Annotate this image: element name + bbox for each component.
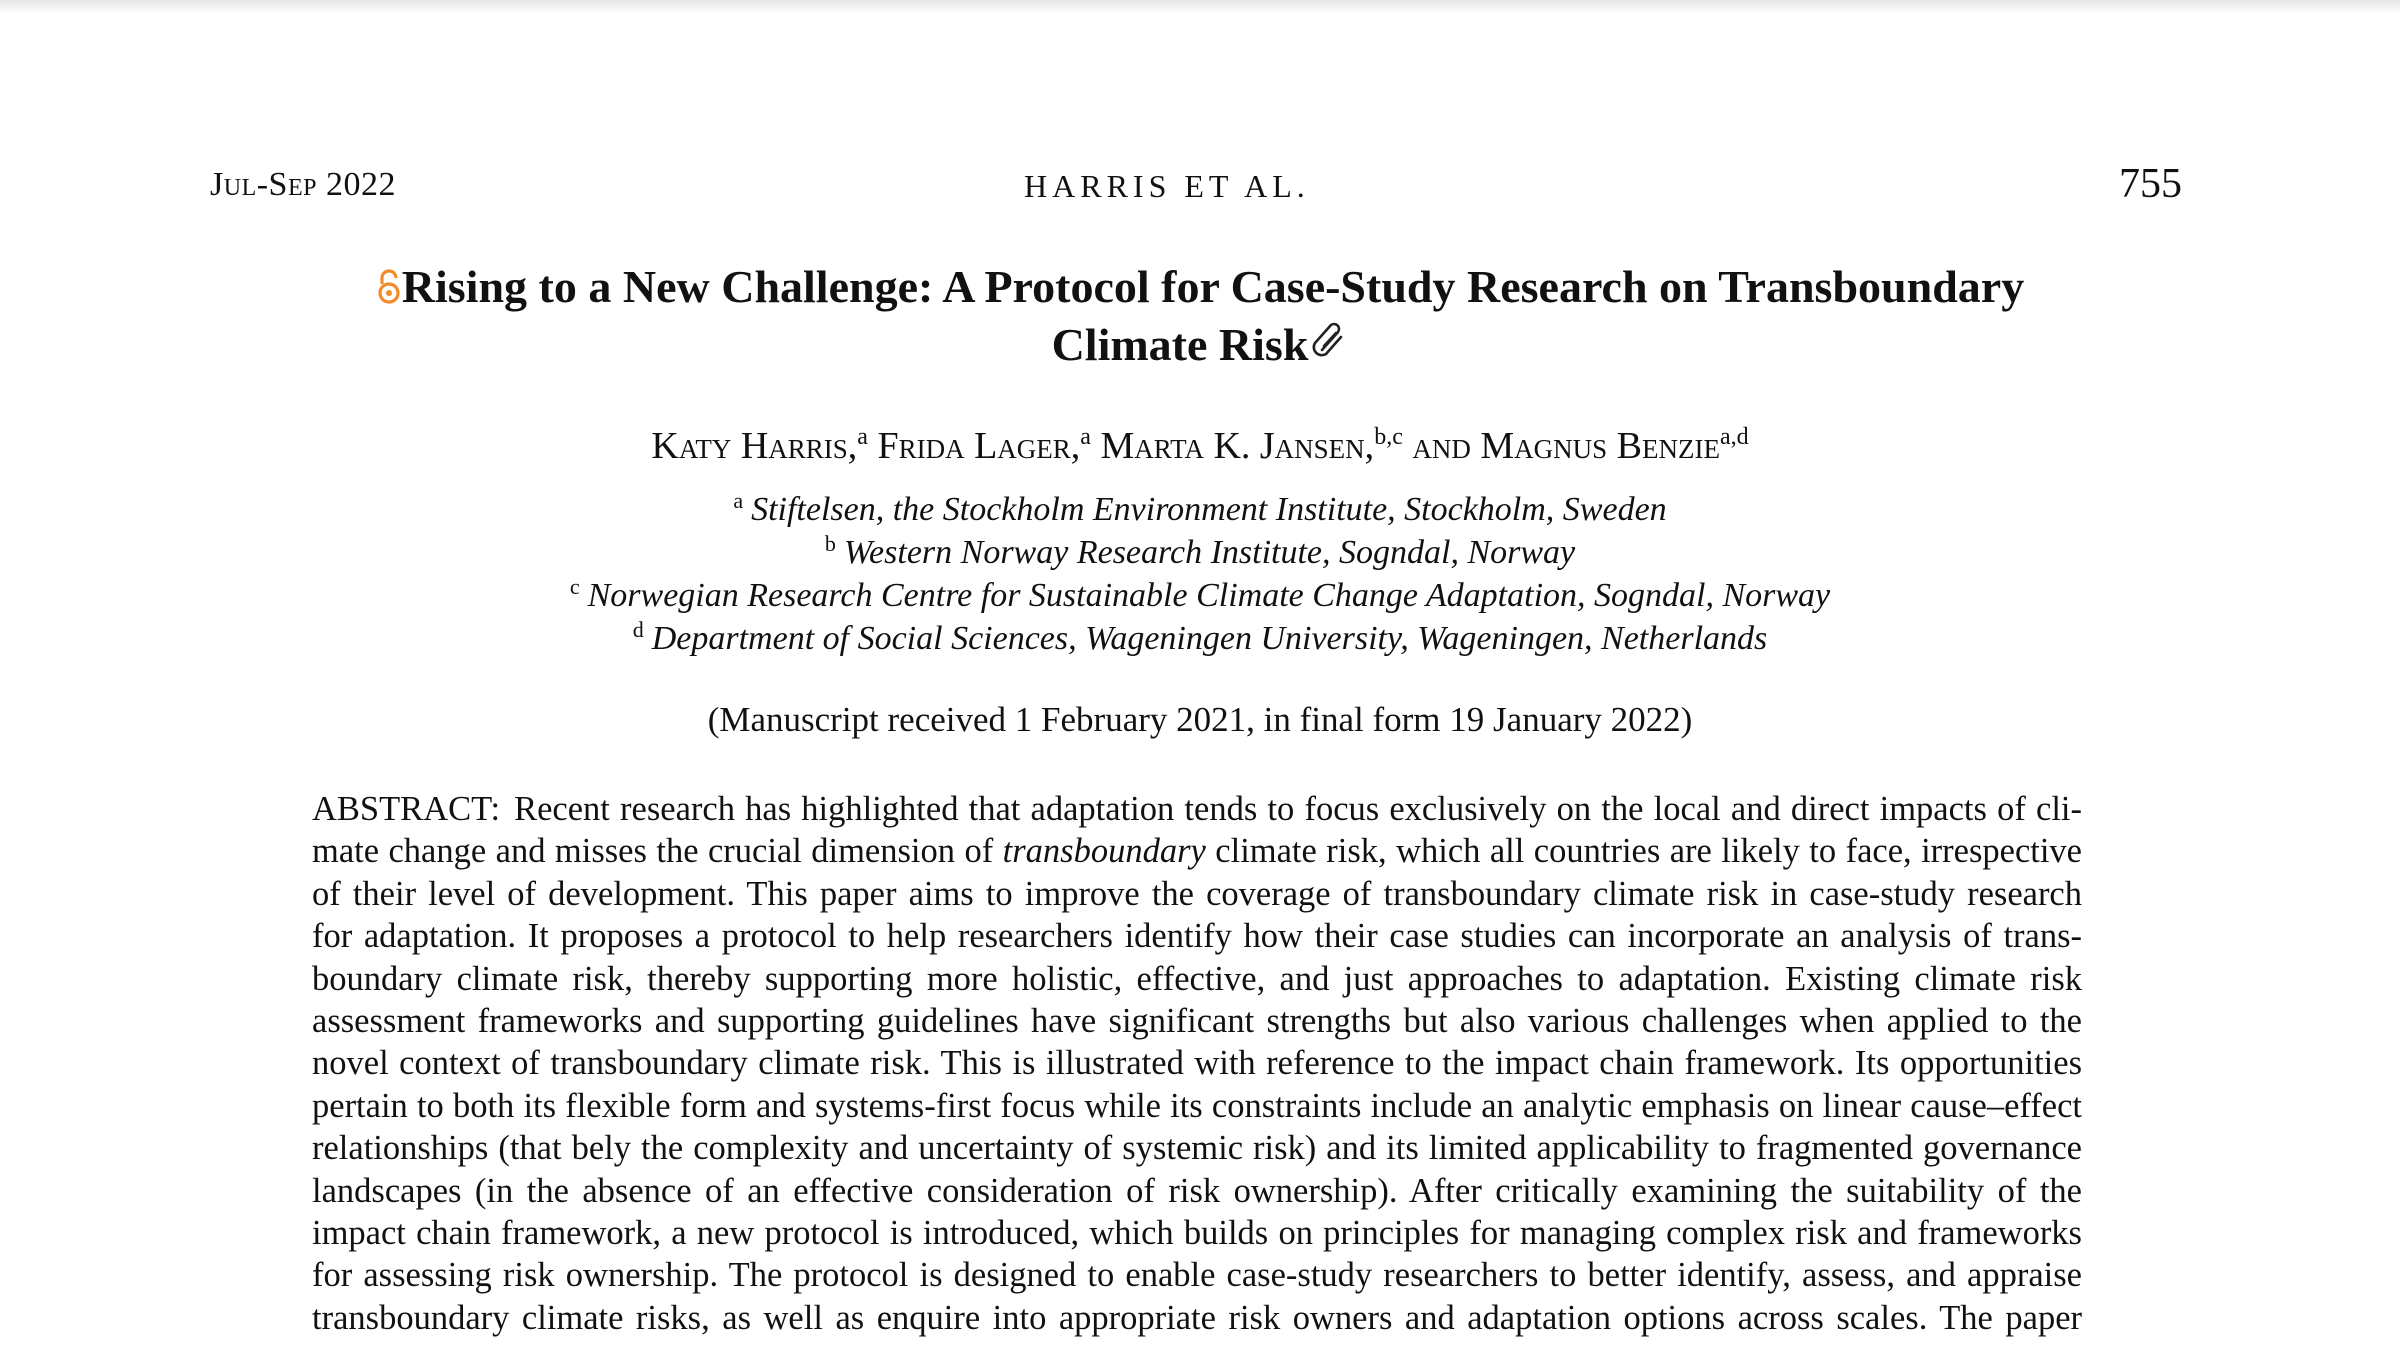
abstract-line: pertain to both its flexible form and systems-first focus while its constraints include an analytic emphasis on linear cause–effect xyxy=(312,1086,2082,1125)
author-affil-marker: a,d xyxy=(1719,424,1749,450)
title-text-line-1: Rising to a New Challenge: A Protocol for Case-Study Research on Transboundary xyxy=(401,261,2025,312)
abstract-line: mate change and misses the crucial dimension of transboundary climate risk, which all countries are likely to face, irrespective xyxy=(312,832,2082,871)
author-name: Frida Lager, xyxy=(877,425,1081,467)
running-header xyxy=(0,160,2400,212)
author-name: Marta K. Jansen, xyxy=(1100,425,1375,467)
affiliation-line xyxy=(300,488,2100,531)
open-access-lock-icon[interactable] xyxy=(376,262,402,300)
affiliation-marker: a xyxy=(733,488,744,513)
page-number: 755 xyxy=(2119,161,2182,207)
affiliation-marker: c xyxy=(569,574,580,599)
abstract-line: transboundary climate risks, as well as enquire into appropriate risk owners and adaptation options across scales. The paper xyxy=(312,1298,2082,1337)
article-title xyxy=(300,258,2100,374)
affiliation-text: Norwegian Research Centre for Sustainable Climate Change Adaptation, Sogndal, Norway xyxy=(587,577,1831,614)
affiliation-line xyxy=(300,574,2100,617)
affiliation-line xyxy=(300,617,2100,660)
paperclip-icon[interactable] xyxy=(1310,316,1348,356)
author-conjunction: and xyxy=(1412,425,1471,467)
author-affil-marker: b,c xyxy=(1374,424,1403,450)
affiliation-marker: b xyxy=(824,531,836,556)
abstract-line: landscapes (in the absence of an effective consideration of risk ownership). After critically examining the suitability of the xyxy=(312,1171,2082,1210)
author-list xyxy=(300,424,2100,468)
affiliation-text: Stiftelsen, the Stockholm Environment Institute, Stockholm, Sweden xyxy=(751,491,1667,528)
abstract-line: novel context of transboundary climate risk. This is illustrated with reference to the impact chain framework. Its opportunities xyxy=(312,1044,2082,1083)
abstract-line: of their level of development. This paper aims to improve the coverage of transboundary climate risk in case-study research xyxy=(312,874,2082,913)
abstract xyxy=(312,788,2082,1339)
viewer-top-edge xyxy=(0,0,2400,14)
author-name: Magnus Benzie xyxy=(1480,425,1720,467)
title-line-2 xyxy=(300,316,2100,374)
author-affil-marker: a xyxy=(857,424,868,450)
title-line-1 xyxy=(300,258,2100,316)
affiliation-text: Western Norway Research Institute, Sogndal, Norway xyxy=(843,534,1576,571)
issue-date: Jul-Sep 2022 xyxy=(210,166,396,203)
author-affil-marker: a xyxy=(1080,424,1091,450)
abstract-line: relationships (that bely the complexity and uncertainty of systemic risk) and its limited applicability to fragmented governance xyxy=(312,1129,2082,1168)
abstract-label: ABSTRACT: xyxy=(312,790,501,828)
affiliation-line xyxy=(300,531,2100,574)
abstract-line: for adaptation. It proposes a protocol to help researchers identify how their case studies can incorporate an analysis of trans- xyxy=(312,917,2082,956)
abstract-line: impact chain framework, a new protocol is introduced, which builds on principles for managing complex risk and frameworks xyxy=(312,1214,2082,1253)
emphasis-transboundary: transboundary xyxy=(1002,832,1206,871)
abstract-line: for assessing risk ownership. The protocol is designed to enable case-study researchers to better identify, assess, and appraise xyxy=(312,1256,2082,1295)
abstract-line: boundary climate risk, thereby supporting more holistic, effective, and just approaches to adaptation. Existing climate risk xyxy=(312,959,2082,998)
manuscript-received-note: (Manuscript received 1 February 2021, in final form 19 January 2022) xyxy=(707,700,1693,739)
affiliation-text: Department of Social Sciences, Wageningen University, Wageningen, Netherlands xyxy=(651,620,1768,657)
running-authors: HARRIS ET AL. xyxy=(1024,168,1310,204)
author-name: Katy Harris, xyxy=(651,425,858,467)
abstract-line: assessment frameworks and supporting guidelines have significant strengths but also various challenges when applied to the xyxy=(312,1002,2082,1041)
title-text-line-2: Climate Risk xyxy=(1051,319,1309,370)
affiliation-list xyxy=(300,488,2100,660)
abstract-line: ABSTRACT: Recent research has highlighted that adaptation tends to focus exclusively on the local and direct impacts of cli- xyxy=(312,790,2082,828)
affiliation-marker: d xyxy=(632,617,644,642)
